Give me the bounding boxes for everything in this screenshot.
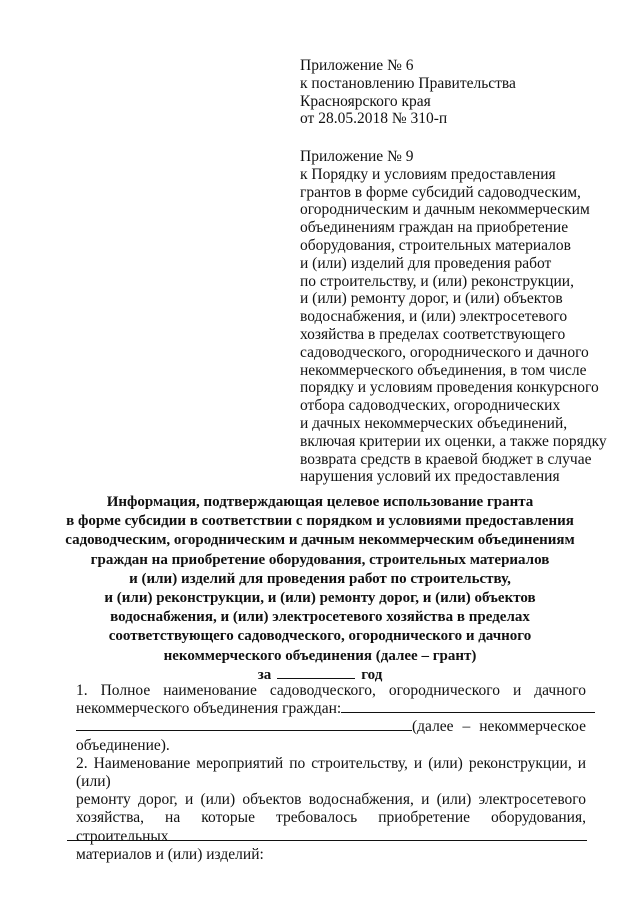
appendix-9-line: Приложение № 9 [300, 148, 414, 165]
appendix-9-line: нарушения условий их предоставления [300, 468, 560, 486]
appendix-9-line: к Порядку и условиям предоставления [300, 165, 556, 183]
title-line: водоснабжения, и (или) электросетевого хозяйства в пределах [110, 609, 530, 626]
appendix-9-line: объединениям граждан на приобретение [300, 219, 569, 237]
appendix-9-line: оборудования, строительных материалов [300, 236, 571, 254]
title-line: соответствующего садоводческого, огороднического и дачного [108, 628, 532, 645]
document-title [40, 493, 600, 685]
answer-blank-line[interactable] [67, 840, 587, 841]
appendix-9-line: водоснабжения, и (или) электросетевого [300, 308, 568, 326]
item-1-line [76, 718, 586, 736]
appendix-9-line: грантов в форме субсидий садоводческим, [300, 183, 581, 201]
appendix-9-line: порядку и условиям проведения конкурсного [300, 379, 599, 397]
appendix-9-line: и (или) изделий для проведения работ [300, 254, 552, 272]
item-2-line: ремонту дорог, и (или) объектов водоснабжения, и (или) электросетевого [76, 791, 586, 809]
year-blank-field[interactable] [277, 666, 355, 679]
appendix-9-line: садоводческого, огороднического и дачного [300, 343, 589, 361]
appendix-9-line: огородническим и дачным некоммерческим [300, 201, 590, 219]
god-label: год [361, 666, 383, 683]
appendix-9-line: и дачных некоммерческих объединений, [300, 414, 568, 432]
item-2-line: хозяйства, на которые требовалось приобретение оборудования, строительных [76, 809, 586, 845]
org-name-blank-field[interactable] [341, 700, 595, 713]
item-1-line: объединение). [76, 736, 170, 754]
appendix-6-line: от 28.05.2018 № 310-п [300, 110, 448, 128]
appendix-9-line: и (или) ремонту дорог, и (или) объектов [300, 290, 563, 308]
title-line: граждан на приобретение оборудования, строительных материалов [90, 551, 550, 568]
appendix-9-line: возврата средств в краевой бюджет в случае [300, 450, 592, 468]
title-line: садоводческим, огородническим и дачным некоммерческим объединениям [65, 532, 575, 549]
appendix-9-header [300, 148, 607, 486]
appendix-9-line: некоммерческого объединения, в том числе [300, 361, 587, 379]
appendix-9-line: отбора садоводческих, огороднических [300, 397, 561, 415]
appendix-9-line: хозяйства в пределах соответствующего [300, 325, 566, 343]
form-body [76, 682, 586, 864]
item-2-line: материалов и (или) изделий: [76, 845, 264, 863]
title-line: и (или) изделий для проведения работ по строительству, [129, 570, 511, 587]
appendix-6-line: к постановлению Правительства [300, 74, 516, 92]
item-1-line: 1. Полное наименование садоводческого, огороднического и дачного [76, 682, 586, 699]
appendix-9-line: включая критерии их оценки, а также порядку [300, 432, 607, 450]
item-2-line: 2. Наименование мероприятий по строительству, и (или) реконструкции, и (или) [76, 754, 586, 791]
item-1-suffix: (далее – некоммерческое [412, 718, 586, 736]
title-line: и (или) реконструкции, и (или) ремонту дорог, и (или) объектов [104, 590, 536, 607]
title-line: Информация, подтверждающая целевое использование гранта [106, 494, 534, 510]
title-line: некоммерческого объединения (далее – грант) [163, 647, 477, 664]
appendix-9-line: по строительству, и (или) реконструкции, [300, 272, 574, 290]
appendix-6-line: Красноярского края [300, 92, 431, 110]
appendix-6-header [300, 57, 516, 128]
za-label: за [257, 666, 272, 683]
title-line: в форме субсидии в соответствии с порядком и условиями предоставления [66, 513, 574, 530]
item-1-line [76, 700, 586, 718]
org-name-blank-field-2[interactable] [76, 718, 412, 731]
appendix-6-line: Приложение № 6 [300, 57, 414, 74]
item-1-label: некоммерческого объединения граждан: [76, 700, 342, 718]
